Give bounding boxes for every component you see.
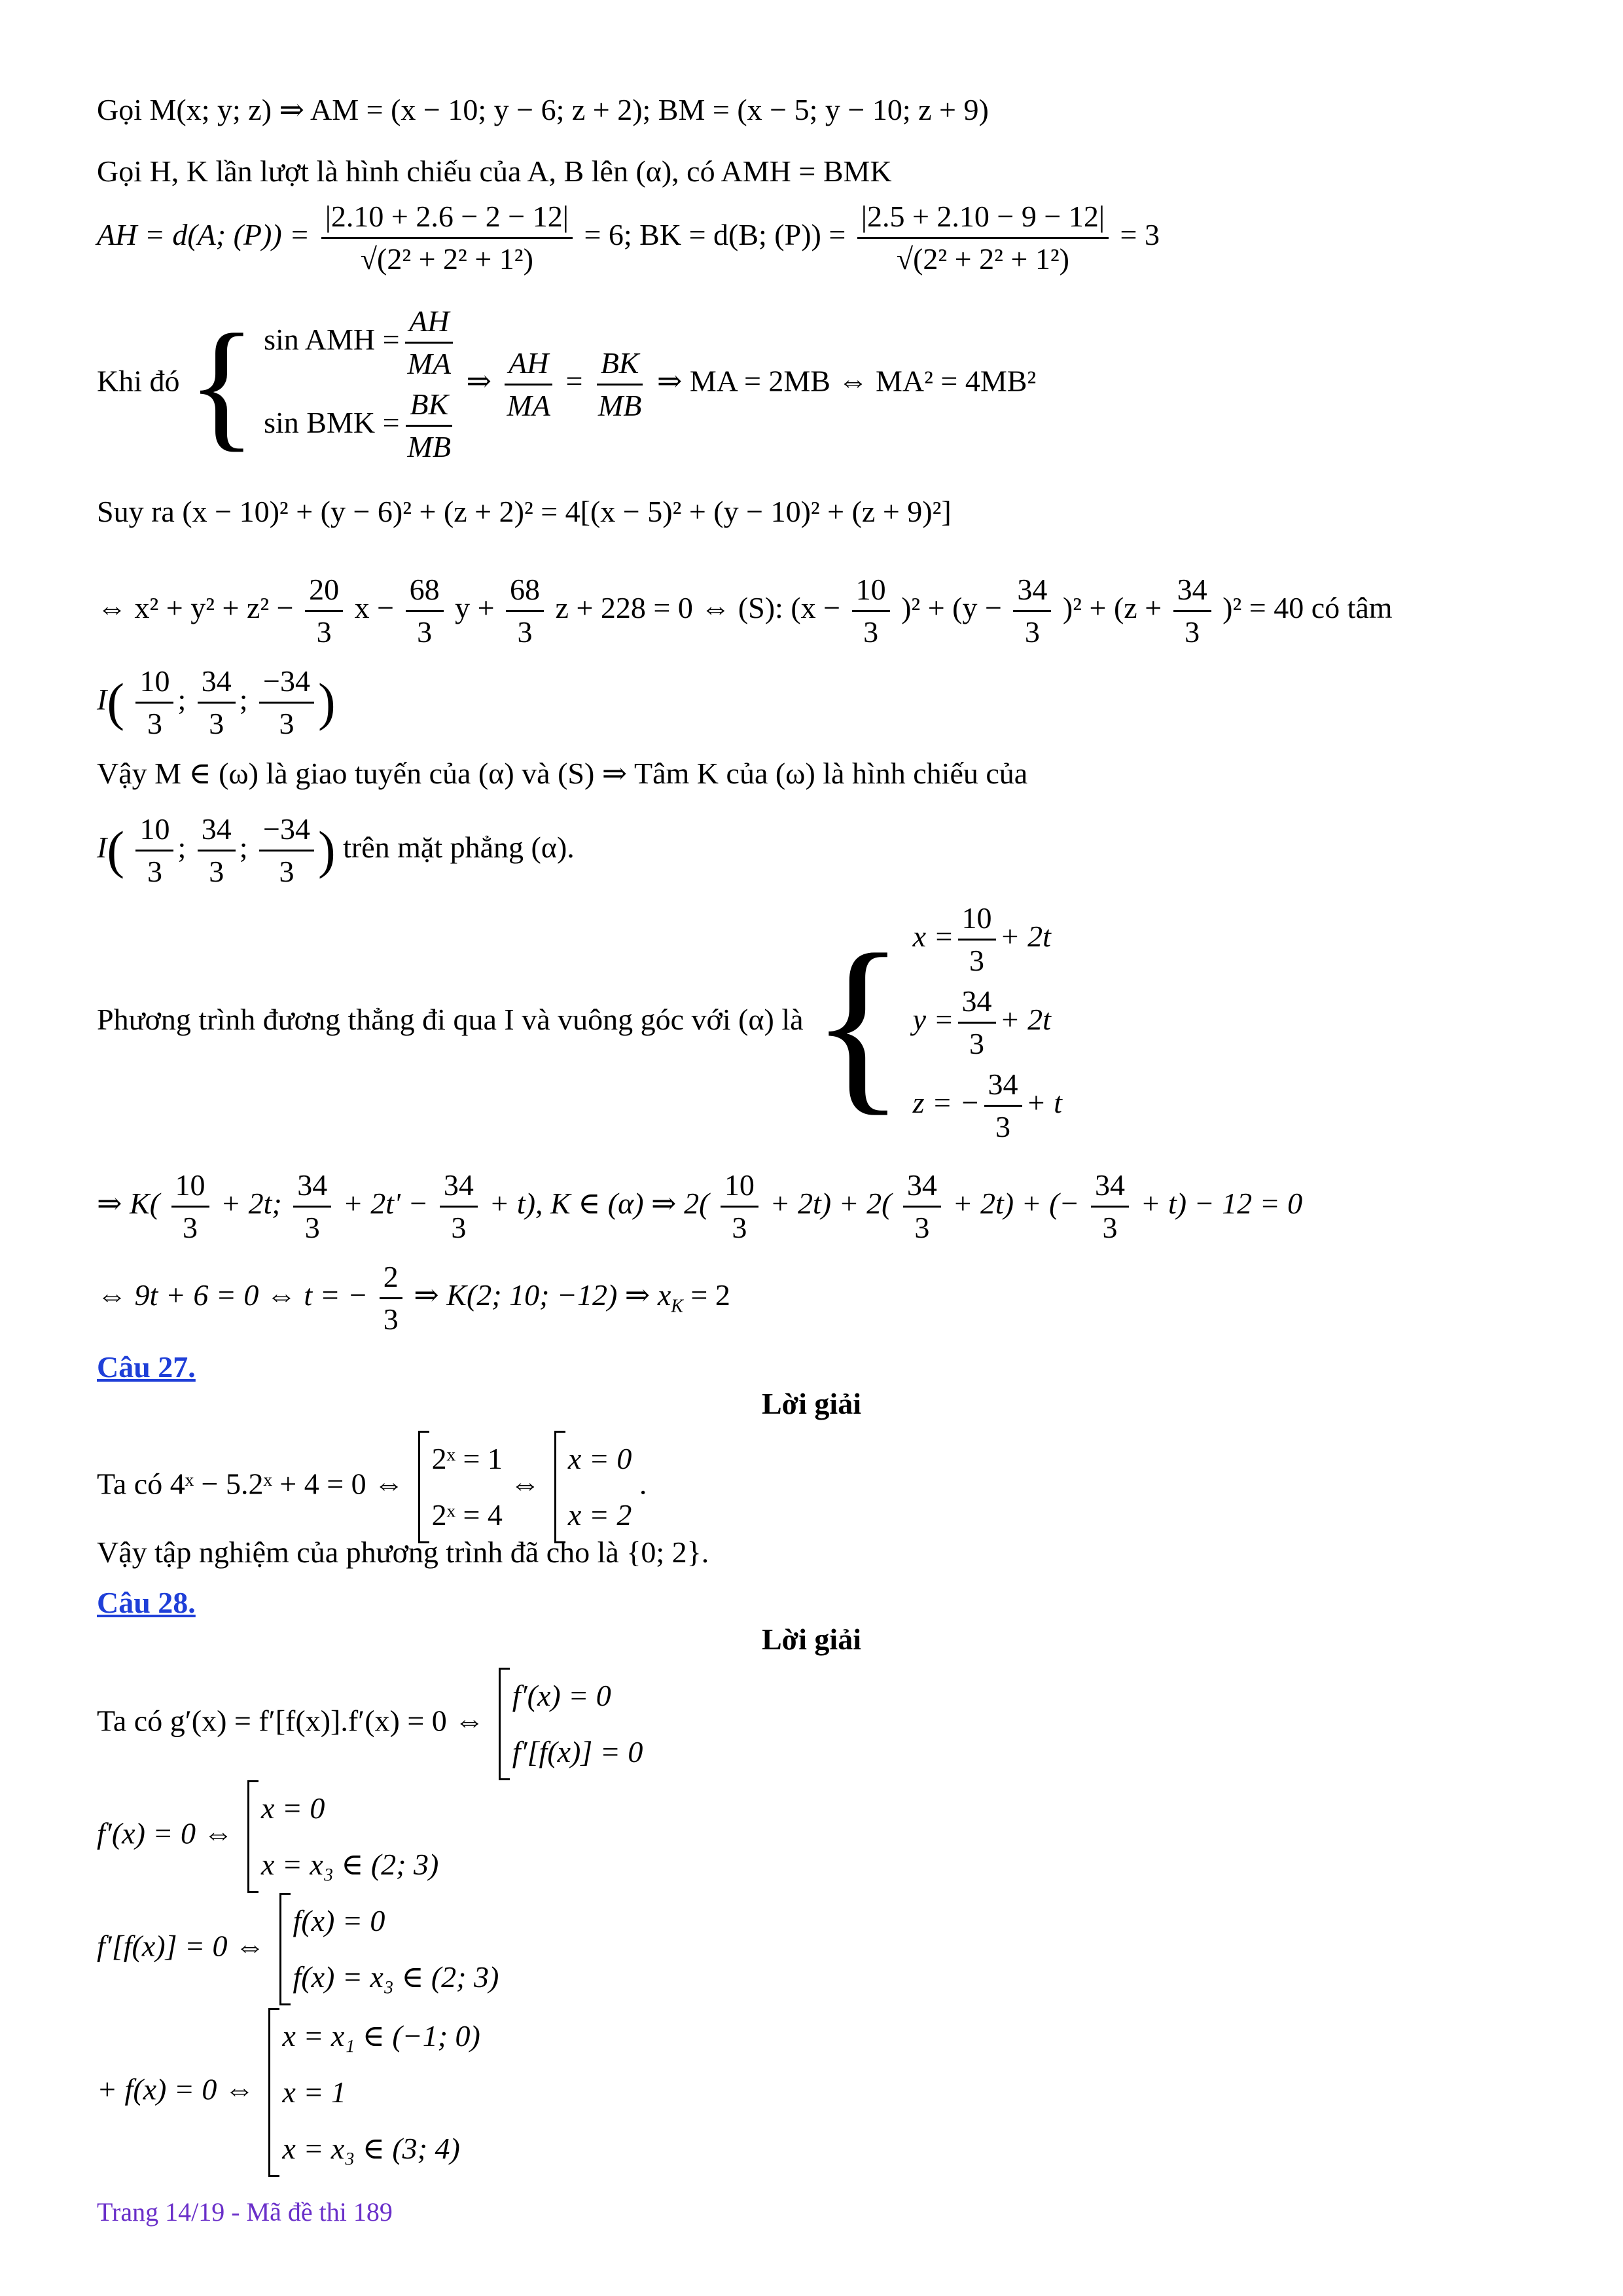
line-distances: AH = d(A; (P)) = $\frac{|2.10 + 2.6 - 2 - 12|}{\text{√(2² + 2² + 1²)}}$ = 6; BK = d(B; (P)) = $\frac{|2.5 + 2.10 - 9 - 12|}{\text{√(2² + 2² + 1²)}}$ = 3 [97, 196, 1160, 279]
line-projection-i: I( $\frac{10}{3}$ ; $\frac{34}{3}$ ; $\frac{-34}{3}$ ) trên mặt phẳng (α). [97, 809, 575, 892]
solution-heading-28: Lời giải [762, 1623, 861, 1656]
solution-heading: Lời giải [762, 1387, 861, 1420]
line-center-i: I( $\frac{10}{3}$ ; $\frac{34}{3}$ ; $\frac{-34}{3}$ ) [97, 661, 336, 744]
line-exponential-equation: Ta có 4ˣ − 5.2ˣ + 4 = 0 ⇔ 2ˣ = 1 2ˣ = 4 ⇔ x = 0 x = 2 . [97, 1431, 647, 1543]
question-27-heading: Câu 27. [97, 1350, 196, 1384]
fraction: $\frac{|2.5 + 2.10 - 9 - 12|}{\text{√(2² + 2² + 1²)}}$ [857, 196, 1109, 279]
line-f-zero: + f(x) = 0 ⇔ x = x₁ ∈ (−1; 0) x = 1 x = x₃ ∈ (3; 4) [97, 2008, 480, 2177]
line-k-substitution: ⇒ K( $\frac{10}{3}$ + 2t; $\frac{34}{3}$ + 2t' − $\frac{34}{3}$ + t), K ∈ (α) ⇒ 2( $\frac{10}{3}$ + 2t) + 2( $\frac{34}{3}$ + 2t) + (− $\frac{34}{3}$ + t) − 12 = 0 [97, 1165, 1302, 1248]
line-fprime-zero: f′(x) = 0 ⇔ x = 0 x = x₃ ∈ (2; 3) [97, 1780, 438, 1893]
question-28-heading: Câu 28. [97, 1586, 196, 1619]
line-solution-set: Vậy tập nghiệm của phương trình đã cho là {0; 2}. [97, 1535, 709, 1569]
line-sine-system: Khi đó { sin AMH = $\frac{AH}{MA}$ sin BMK = $\frac{BK}{MB}$ ⇒ $\frac{AH}{MA}$ = $\frac{BK}{MB}$ ⇒ MA = 2MB ⇔ MA² = 4MB² [97, 301, 1036, 467]
line-fprime-f-zero: f′[f(x)] = 0 ⇔ f(x) = 0 f(x) = x₃ ∈ (2; 3) [97, 1893, 499, 2005]
line-solve-t: ⇔ 9t + 6 = 0 ⇔ t = − $\frac{2}{3}$ ⇒ K(2; 10; −12) ⇒ $x_K = 2$ [97, 1257, 730, 1340]
fraction: $\frac{|2.10 + 2.6 - 2 - 12|}{\text{√(2² + 2² + 1²)}}$ [321, 196, 573, 279]
line-parametric: Phương trình đương thẳng đi qua I và vuông góc với (α) là { x = $\frac{10}{3}$ + 2t y = $\frac{34}{3}$ + 2t z = − $\frac{34}{3}$ + t [97, 898, 1062, 1147]
line-sphere-equation: ⇔ x² + y² + z² − $\frac{20}{3}$ x − $\frac{68}{3}$ y + $\frac{68}{3}$ z + 228 = 0 ⇔ (S): (x − $\frac{10}{3}$ )² + (y − $\frac{34}{3}$ )² + (z + $\frac{34}{3}$ )² = 40 có tâm [97, 569, 1393, 653]
line-define-m: Gọi M(x; y; z) ⇒ AM = (x − 10; y − 6; z + 2); BM = (x − 5; y − 10; z + 9) [97, 93, 989, 126]
line-intersection: Vậy M ∈ (ω) là giao tuyến của (α) và (S) ⇒ Tâm K của (ω) là hình chiếu của [97, 757, 1028, 790]
page-footer: Trang 14/19 - Mã đề thi 189 [97, 2197, 393, 2227]
line-derivative-g: Ta có g′(x) = f′[f(x)].f′(x) = 0 ⇔ f′(x) = 0 f′[f(x)] = 0 [97, 1668, 643, 1780]
line-projections: Gọi H, K lần lượt là hình chiếu của A, B lên (α), có AMH = BMK [97, 154, 892, 188]
line-suy-ra: Suy ra (x − 10)² + (y − 6)² + (z + 2)² = 4[(x − 5)² + (y − 10)² + (z + 9)²] [97, 495, 952, 528]
